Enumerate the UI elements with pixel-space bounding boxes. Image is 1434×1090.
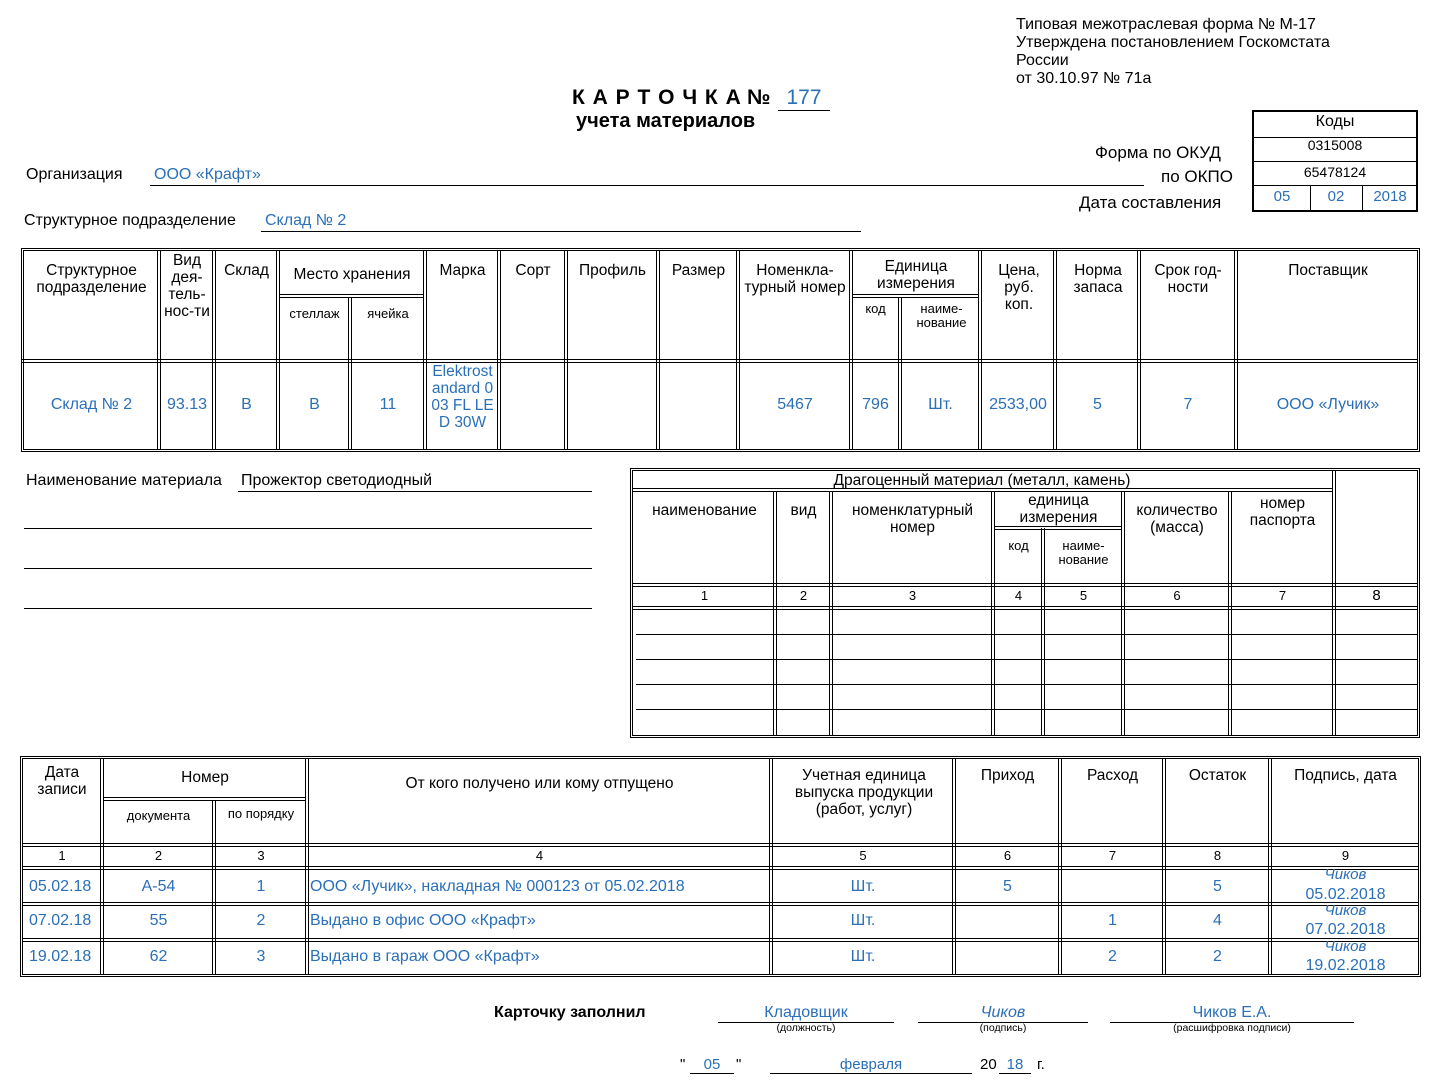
org-label: Организация: [26, 166, 123, 183]
footer-year: 18: [999, 1056, 1031, 1074]
position-value: Кладовщик: [718, 1004, 894, 1023]
pt-num: 1: [700, 588, 709, 603]
row-signature: Чиков: [1324, 902, 1367, 919]
td-nomenclature: 5467: [777, 396, 813, 413]
mt-num: 7: [1108, 848, 1117, 863]
row-from: ООО «Лучик», накладная № 000123 от 05.02.2018: [310, 878, 685, 895]
pt-num: 6: [1173, 588, 1181, 603]
org-value: ООО «Крафт»: [150, 166, 1144, 186]
pt-num: 8: [1372, 587, 1381, 604]
mt-num: 3: [257, 848, 265, 863]
okud-label: Форма по ОКУД: [1095, 143, 1221, 162]
mt-num: 9: [1341, 848, 1350, 863]
th-division: Структурное подразделение: [36, 262, 147, 296]
th-size: Размер: [671, 262, 726, 279]
form-info: [1016, 16, 1330, 88]
mt-out: Расход: [1086, 767, 1139, 784]
row-signature: Чиков: [1324, 938, 1367, 955]
pt-code: код: [1008, 538, 1029, 553]
date-day: 05: [1273, 188, 1291, 205]
row-unit: Шт.: [850, 878, 876, 895]
row-order: 2: [256, 912, 266, 929]
row-out: 2: [1108, 948, 1117, 965]
pt-qty: количество (масса): [1136, 502, 1218, 536]
name-value: Чиков Е.А.: [1110, 1004, 1354, 1023]
td-unit-code: 796: [862, 396, 889, 413]
footer-year-prefix: 20: [980, 1056, 997, 1073]
mt-rest: Остаток: [1188, 767, 1247, 784]
card-no-sign: №: [747, 86, 771, 109]
mt-num: 1: [58, 848, 66, 863]
pt-passport: номер паспорта: [1249, 495, 1316, 529]
row-unit: Шт.: [850, 912, 876, 929]
row-sign-date: 05.02.2018: [1305, 886, 1386, 903]
th-activity: Вид дея-тель-нос-ти: [164, 252, 210, 320]
td-rack: В: [309, 396, 320, 413]
td-unit-name: Шт.: [928, 396, 953, 413]
date-year: 2018: [1373, 188, 1407, 205]
okud-code: 0315008: [1307, 137, 1363, 153]
row-rest: 4: [1213, 912, 1222, 929]
row-doc: 62: [149, 948, 168, 965]
td-division: Склад № 2: [50, 396, 133, 413]
pt-num: 4: [1014, 588, 1023, 603]
footer-day: 05: [690, 1056, 734, 1074]
mt-unit: Учетная единица выпуска продукции (работ, услуг): [794, 767, 934, 818]
td-activity: 93.13: [166, 396, 208, 413]
mt-in: Приход: [980, 767, 1035, 784]
material-value: Прожектор светодиодный: [238, 472, 592, 492]
td-cell: 11: [379, 396, 397, 413]
th-unit-name: наиме-нование: [916, 301, 967, 330]
card-title: К А Р Т О Ч К А: [572, 86, 742, 109]
row-signature: Чиков: [1324, 866, 1367, 883]
row-unit: Шт.: [850, 948, 876, 965]
pt-uname: наиме-нование: [1058, 538, 1109, 567]
pt-nomen: номенклатурный номер: [851, 502, 974, 536]
mt-date: Дата записи: [37, 764, 87, 798]
th-nomenclature: Номенкла-турный номер: [744, 262, 846, 296]
th-cell: ячейка: [367, 306, 409, 321]
mt-num: 4: [535, 848, 544, 863]
row-in: 5: [1003, 878, 1012, 895]
row-out: 1: [1108, 912, 1117, 929]
th-storage: Место хранения: [293, 266, 411, 283]
division-value: Склад № 2: [261, 212, 861, 232]
date-quote-close: ": [736, 1056, 742, 1073]
form-info-line: Утверждена постановлением Госкомстата: [1016, 34, 1330, 51]
row-sign-date: 07.02.2018: [1305, 921, 1386, 938]
td-shelf: 7: [1183, 396, 1193, 413]
mt-order: по порядку: [227, 806, 295, 821]
position-caption: (должность): [776, 1022, 836, 1034]
th-unit-code: код: [865, 301, 886, 316]
td-warehouse: В: [241, 396, 252, 413]
signature-value: Чиков: [918, 1004, 1088, 1023]
row-doc: А-54: [141, 878, 176, 895]
th-profile: Профиль: [579, 262, 646, 279]
mt-from: От кого получено или кому отпущено: [405, 775, 674, 792]
th-rack: стеллаж: [289, 306, 340, 321]
pt-kind: вид: [790, 502, 817, 519]
precious-title: Драгоценный материал (металл, камень): [833, 472, 1131, 489]
pt-num: 3: [908, 588, 917, 603]
row-date: 05.02.18: [29, 878, 92, 895]
row-doc: 55: [149, 912, 168, 929]
th-unit: Единица измерения: [877, 258, 955, 292]
td-supplier: ООО «Лучик»: [1276, 396, 1380, 413]
footer-month: февраля: [770, 1056, 972, 1074]
mt-num: 5: [859, 848, 867, 863]
row-rest: 2: [1213, 948, 1222, 965]
th-norm: Норма запаса: [1073, 262, 1123, 296]
pt-num: 5: [1079, 588, 1088, 603]
card-number: 177: [778, 86, 830, 111]
signature-caption: (подпись): [979, 1022, 1027, 1034]
th-grade: Сорт: [515, 262, 551, 279]
row-order: 3: [256, 948, 266, 965]
row-from: Выдано в гараж ООО «Крафт»: [310, 948, 540, 965]
material-label: Наименование материала: [26, 472, 222, 489]
pt-num: 7: [1278, 588, 1287, 603]
date-month: 02: [1327, 188, 1345, 205]
footer-year-suffix: г.: [1037, 1056, 1045, 1073]
pt-name: наименование: [652, 502, 757, 519]
mt-number: Номер: [181, 769, 229, 786]
pt-unit: единица измерения: [1019, 492, 1098, 526]
row-sign-date: 19.02.2018: [1305, 957, 1386, 974]
okpo-code: 65478124: [1303, 164, 1367, 180]
division-label: Структурное подразделение: [24, 212, 236, 229]
mt-num: 8: [1213, 848, 1222, 863]
row-from: Выдано в офис ООО «Крафт»: [310, 912, 536, 929]
form-info-line: от 30.10.97 № 71а: [1016, 70, 1152, 87]
th-shelf: Срок год-ности: [1154, 262, 1222, 296]
td-norm: 5: [1093, 396, 1102, 413]
th-brand: Марка: [439, 262, 486, 279]
okpo-label: по ОКПО: [1161, 167, 1233, 186]
date-label: Дата составления: [1079, 193, 1222, 212]
pt-num: 2: [799, 588, 808, 603]
th-supplier: Поставщик: [1288, 262, 1368, 279]
row-date: 19.02.18: [29, 948, 92, 965]
mt-num: 6: [1003, 848, 1012, 863]
date-quote-open: ": [680, 1056, 686, 1073]
mt-sign: Подпись, дата: [1294, 767, 1397, 784]
mt-doc: документа: [126, 808, 191, 823]
row-date: 07.02.18: [29, 912, 92, 929]
form-info-line: Типовая межотраслевая форма № М-17: [1016, 16, 1316, 33]
codes-header: Коды: [1315, 113, 1355, 130]
row-order: 1: [256, 878, 266, 895]
filled-by-label: Карточку заполнил: [494, 1004, 646, 1021]
th-price: Цена, руб. коп.: [998, 262, 1040, 313]
mt-num: 2: [154, 848, 163, 863]
card-subtitle: учета материалов: [576, 110, 756, 132]
row-rest: 5: [1213, 878, 1222, 895]
name-caption: (расшифровка подписи): [1173, 1022, 1291, 1034]
td-price: 2533,00: [989, 396, 1047, 413]
form-info-line: России: [1016, 52, 1069, 69]
td-brand: Elektrost andard 003 FL LED 30W: [431, 363, 494, 431]
th-warehouse: Склад: [224, 262, 269, 279]
